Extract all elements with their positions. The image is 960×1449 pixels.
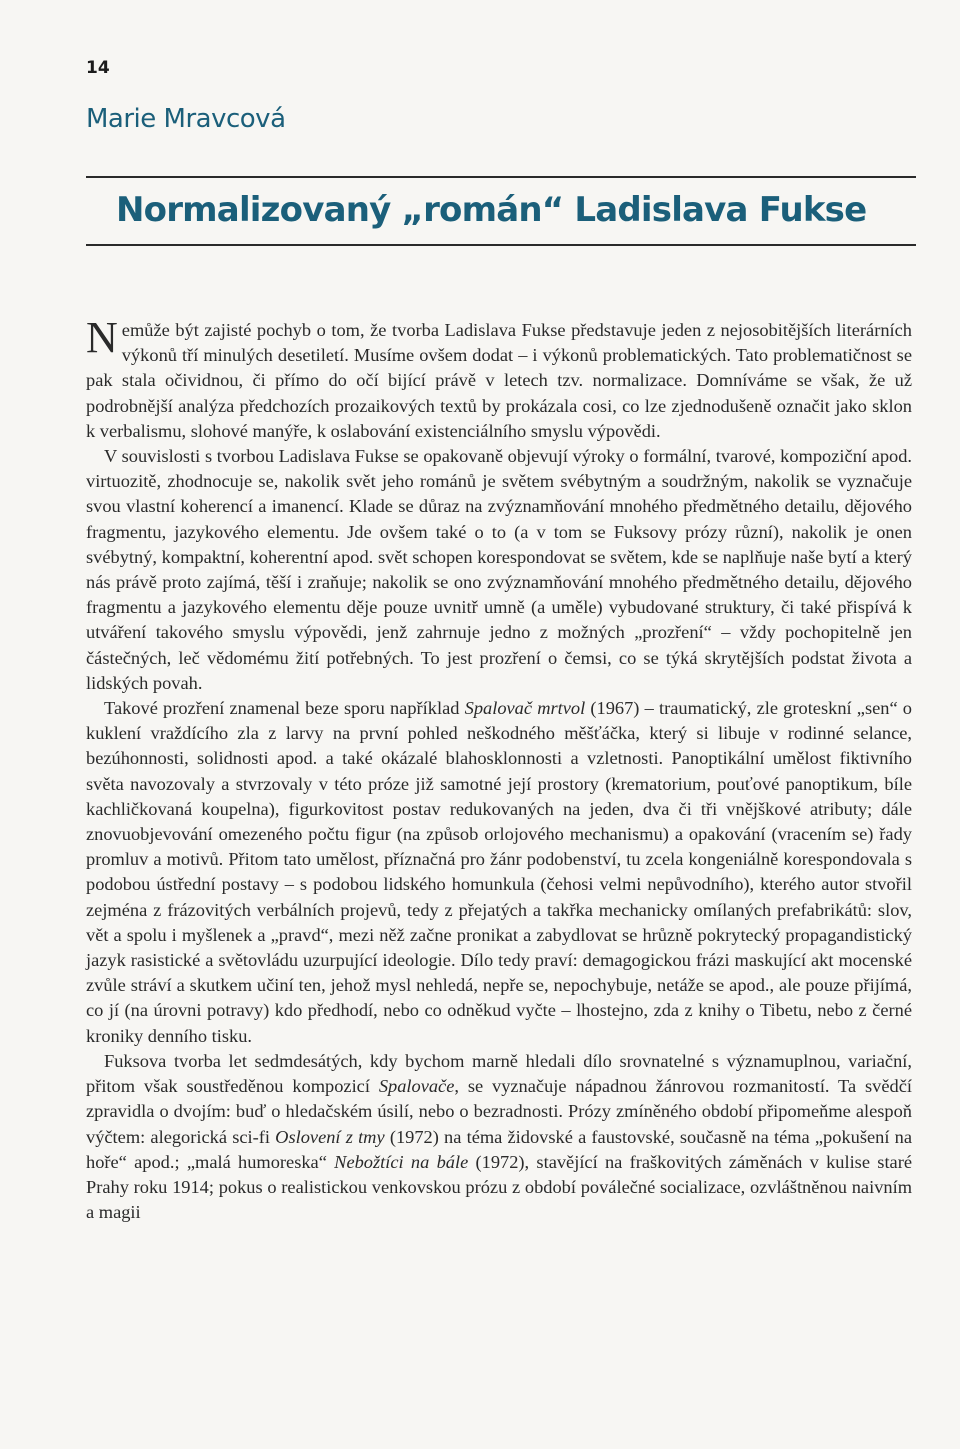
paragraph-4-text-a: Fuksova tvorba let sedmdesátých, kdy bychom marně hledali dílo srovnatelné s významuplnou, variační, přitom však soustředěnou kompozicí	[86, 1050, 912, 1097]
author-name: Marie Mravcová	[86, 104, 286, 134]
paragraph-4	[86, 1049, 912, 1225]
paragraph-4-text-d: (1972), stavějící na fraškovitých záměnách v kulise staré Prahy roku 1914; pokus o realistickou venkovskou prózu z období poválečné socializace, ozvláštněnou naivním a magii	[86, 1151, 912, 1223]
drop-cap: N	[86, 313, 118, 362]
book-title-neboztici-na-bale: Nebožtíci na bále	[334, 1151, 469, 1172]
title-rule-top	[86, 176, 916, 178]
page-number: 14	[86, 58, 110, 78]
title-rule-bottom	[86, 244, 916, 246]
book-title-osloveni-z-tmy: Oslovení z tmy	[275, 1126, 385, 1147]
paragraph-2: V souvislosti s tvorbou Ladislava Fukse se opakovaně objevují výroky o formální, tvarové, kompoziční apod. virtuozitě, zhodnocuje se, nakolik svět jeho románů je světem svébytným a soudržným, nakolik se vyznačuje svou vlastní koherencí a imanencí. Klade se důraz na zvýznamňování mnohého předmětného detailu, dějového fragmentu, jazykového elementu. Jde ovšem také o to (a v tom se Fuksovy prózy různí), nakolik je onen svébytný, kompaktní, koherentní apod. svět schopen korespondovat se světem, kde se naplňuje naše bytí a který nás právě proto zajímá, těší i zraňuje; nakolik se ono zvýznamňování mnohého předmětného detailu, dějového fragmentu a jazykového elementu děje pouze uvnitř umně (a uměle) vybudované struktury, či také přispívá k utváření takového smyslu výpovědi, jenž zahrnuje jedno z možných „prozření“ – vždy pochopitelně jen částečných, leč vědomému žití potřebných. To jest prozření o čemsi, co se týká skrytějších podstat života a lidských povah.	[86, 446, 912, 693]
paragraph-1	[86, 313, 912, 444]
paragraph-3	[86, 696, 912, 1049]
book-title-spalovac-mrtvol: Spalovač mrtvol	[464, 698, 586, 719]
book-title-spalovace: Spalovače	[378, 1076, 455, 1097]
paragraph-1-text: emůže být zajisté pochyb o tom, že tvorba Ladislava Fukse představuje jeden z nejosobitějších literárních výkonů tří minulých desetiletí. Musíme ovšem dodat – i výkonů problematických. Tato problematičnost se pak stala očividnou, či přímo do očí bijící právě v letech tzv. normalizace. Domníváme se však, že už podrobnější analýza předchozích prozaikových textů by prokázala cosi, co lze zjednodušeně označit jako sklon k verbalismu, slohové manýře, k oslabování existenciálního smyslu výpovědi.	[86, 320, 912, 441]
paragraph-4-text-c: (1972) na téma židovské a faustovské, současně na téma „pokušení na hoře“ apod.; „malá humoreska“	[86, 1126, 913, 1172]
article-title: Normalizovaný „román“ Ladislava Fukse	[116, 190, 867, 230]
article-body	[86, 313, 913, 1225]
paragraph-3-text-b: (1967) – traumatický, zle groteskní „sen“ o kuklení vraždícího zla z larvy na první pohled neškodného měšťáčka, který si libuje v rodinné selance, bezúhonnosti, solidnosti apod. a také okázalé blahosklonnosti a vzletnosti. Panoptikální umělost fiktivního světa navozovaly a stvrzovaly v této próze již samotné její prostory (krematorium, pouťové panoptikum, bíle kachličkovaná koupelna), figurkovitost postav redukovaných na jeden, dva či tři vnějškové atributy; dále znovuobjevování omezeného počtu figur (na způsob orlojového mechanismu) a opakování (vracením se) řady promluv a motivů. Přitom tato umělost, příznačná pro žánr podobenství, tu zcela kongeniálně korespondovala s podobou ústřední postavy – s podobou lidského homunkula (čehosi velmi nepůvodního), kterého autor stvořil zejména z frázovitých verbálních projevů, tedy z přejatých a takřka mechanicky omílaných prefabrikátů: slov, vět a spolu i myšlenek a „pravd“, mezi něž začne pronikat a zabydlovat se hrůzně pokrytecký propagandistický jazyk rasistické a světovládu uzurpující ideologie. Dílo tedy praví: demagogickou frázi maskující akt mocenské zvůle stráví a skutkem učiní ten, jehož mysl nehledá, nepře se, nepochybuje, netáže se apod., ale pouze přijímá, co jí (na úrovni potravy) kdo předhodí, nebo co odněkud vyčte – lhostejno, zda z knihy o Tibetu, nebo z černé kroniky denního tisku.	[86, 698, 913, 1046]
paragraph-4-text-b: , se vyznačuje nápadnou žánrovou rozmanitostí. Ta svědčí zpravidla o dvojím: buď o hledačském úsilí, nebo o bezradnosti. Prózy zmíněného období připomeňme alespoň výčtem: alegorická sci-fi	[86, 1076, 912, 1147]
paragraph-3-text-a: Takové prozření znamenal beze sporu například	[104, 698, 465, 719]
